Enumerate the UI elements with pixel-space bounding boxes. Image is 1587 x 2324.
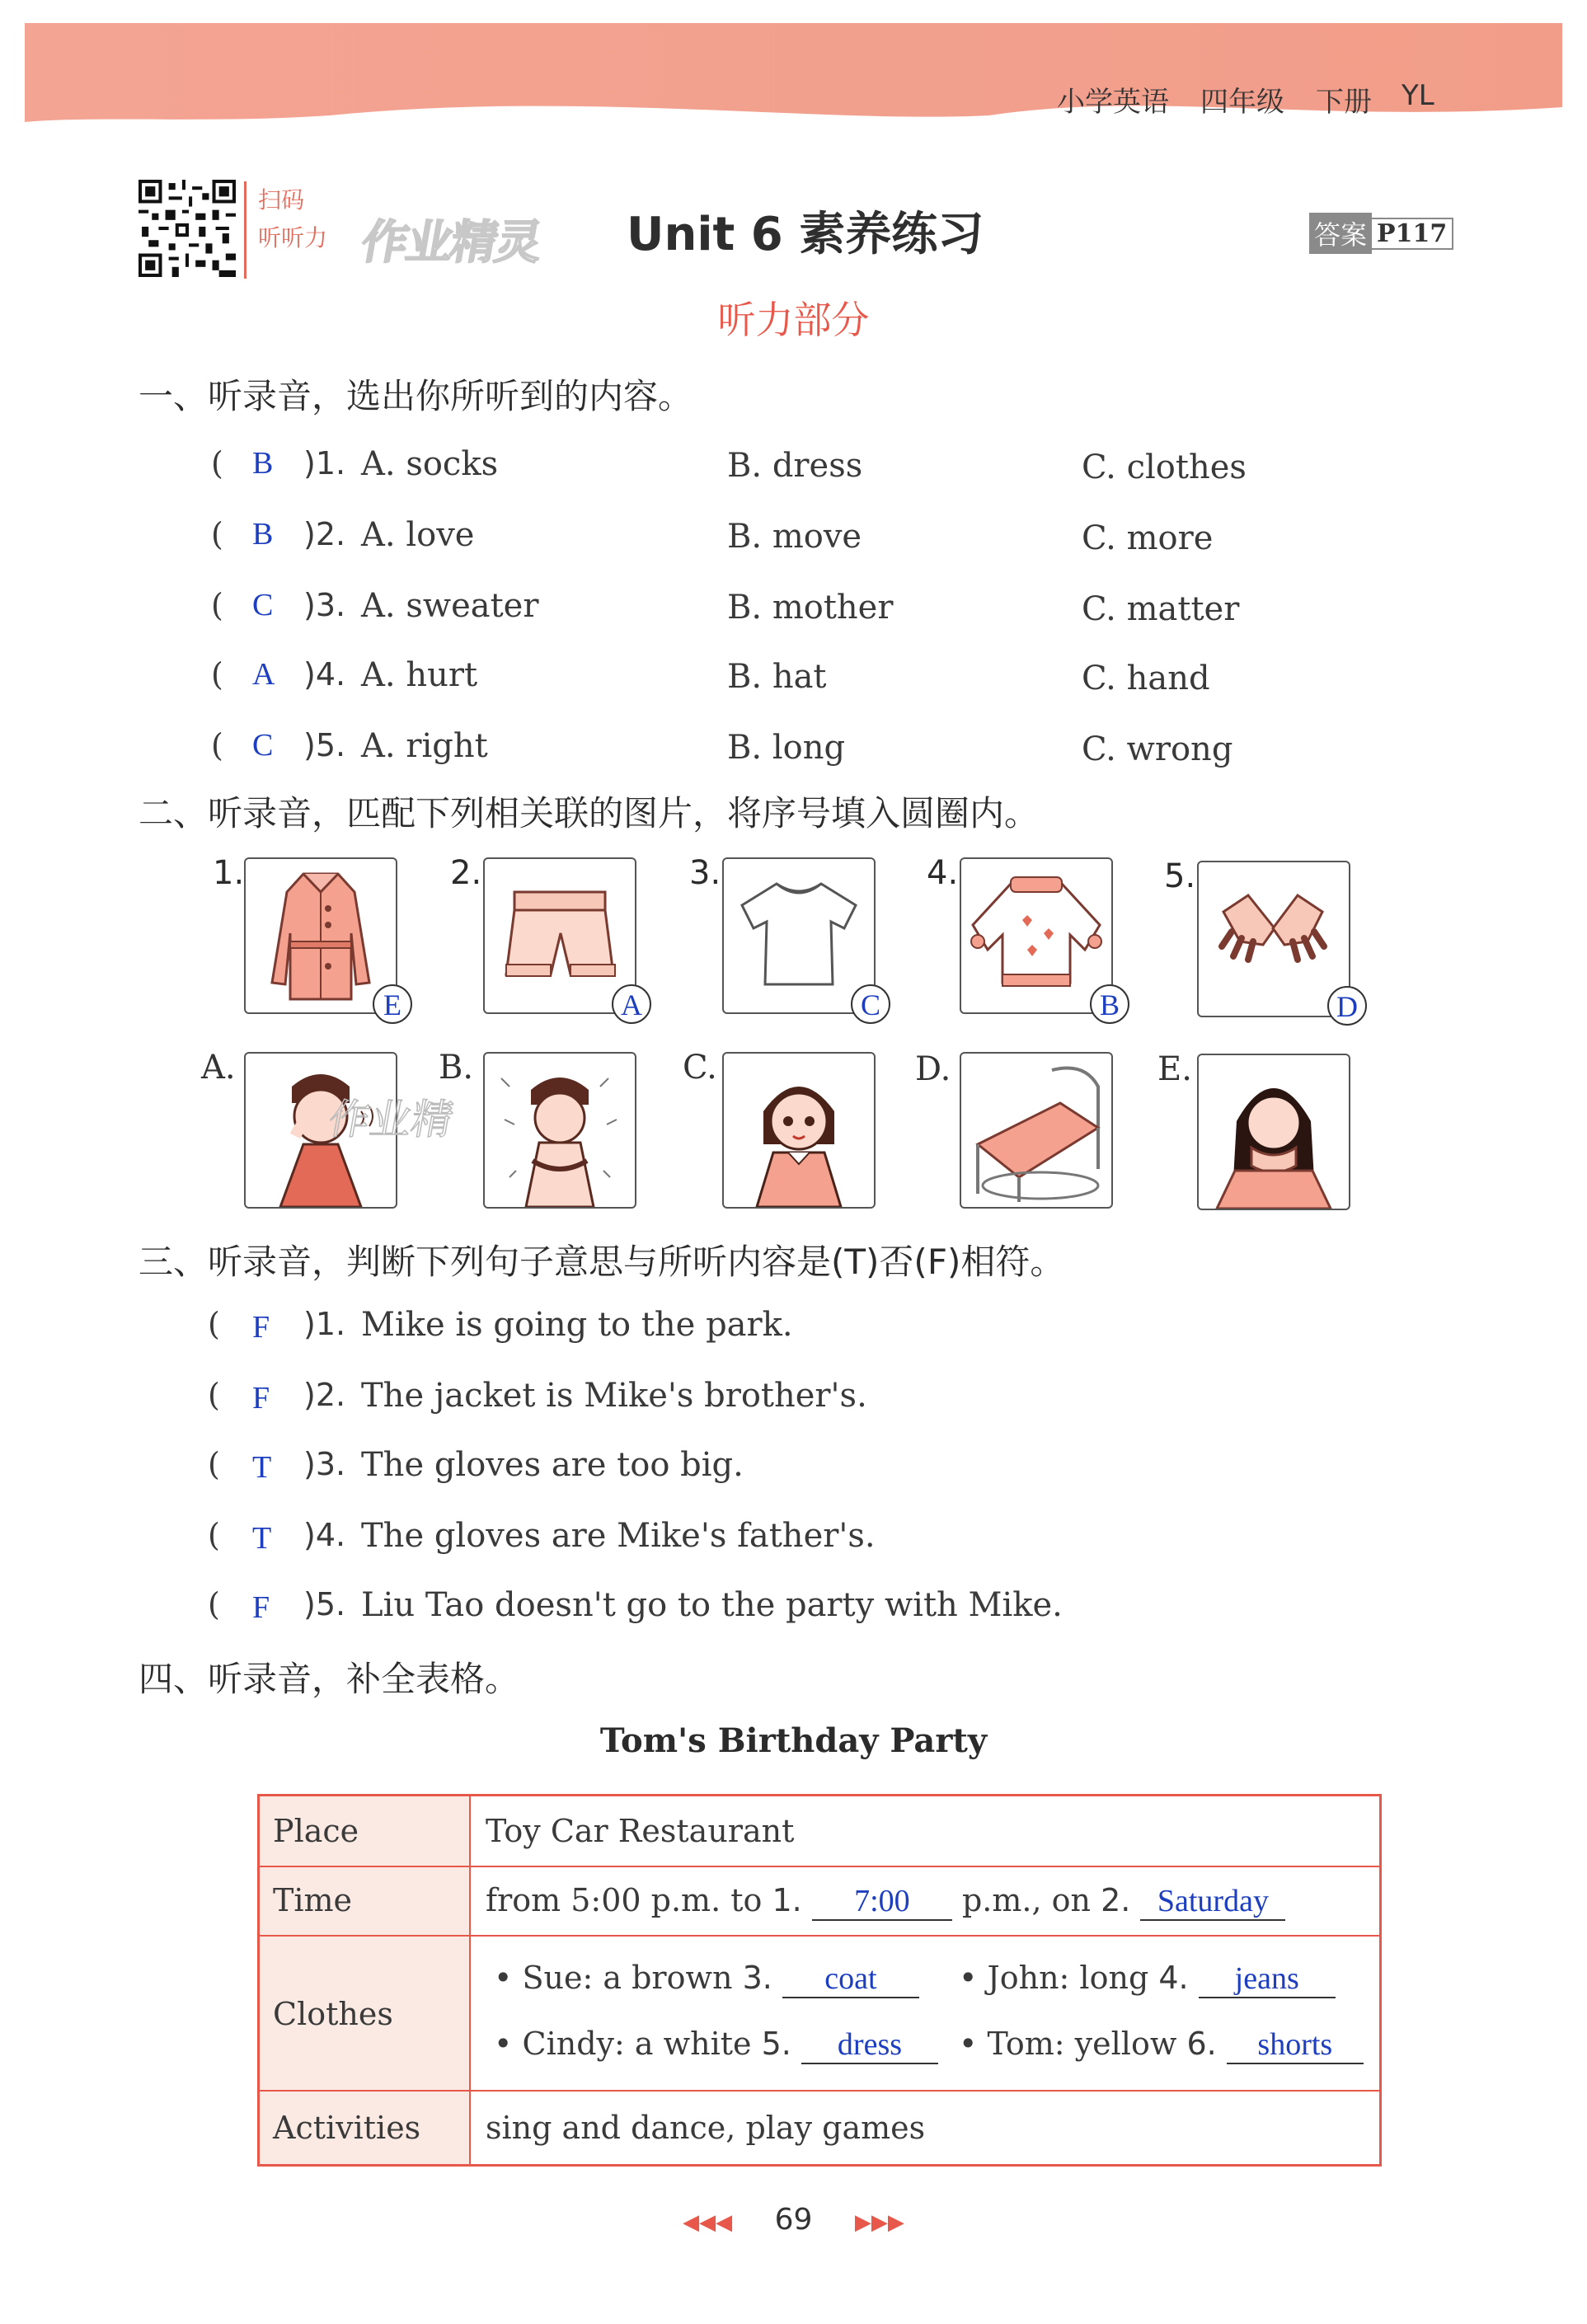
gloves-icon — [1199, 862, 1349, 1016]
unit-title: Unit 6 素养练习 — [627, 208, 984, 261]
paren-open: ( — [208, 1306, 220, 1342]
option-a: A. love — [361, 516, 475, 554]
option-c: C. more — [1082, 519, 1214, 557]
answer-blank[interactable]: T — [252, 1521, 272, 1556]
answer-tag-page: P117 — [1372, 218, 1453, 250]
pic-label-b: B. — [439, 1049, 474, 1087]
option-b: B. move — [727, 518, 862, 556]
cold-boy-icon — [485, 1054, 635, 1207]
time-middle: p.m., on — [961, 1882, 1091, 1918]
table-column-divider — [469, 1796, 471, 2164]
pic-number-2: 2. — [450, 854, 482, 892]
match-answer-circle-4[interactable]: B — [1090, 984, 1129, 1024]
question-number: )2. — [303, 516, 346, 552]
paren-open: ( — [208, 1517, 220, 1553]
table-row-divider — [260, 2090, 1379, 2092]
brand-watermark: 作业精灵 — [357, 216, 545, 270]
pic-number-4: 4. — [927, 854, 959, 892]
part1-heading: 一、听录音，选出你所听到的内容。 — [139, 376, 693, 416]
tom-text: • Tom: yellow — [959, 2026, 1177, 2062]
label-time: Time — [273, 1882, 353, 1918]
option-c: C. wrong — [1082, 730, 1233, 768]
clothes-answer-6[interactable]: shorts — [1227, 2026, 1364, 2064]
party-table — [257, 1794, 1382, 2167]
answer-blank[interactable]: C — [252, 588, 274, 622]
answer-blank[interactable]: F — [252, 1381, 270, 1416]
bed-icon — [961, 1054, 1111, 1207]
picture-watermark: 作业精 — [325, 1096, 458, 1143]
blank-number-3: 3. — [742, 1960, 772, 1996]
statement-text: Mike is going to the park. — [361, 1306, 793, 1344]
pic-label-d: D. — [915, 1050, 951, 1088]
picture-shorts — [483, 857, 636, 1014]
blank-number-6: 6. — [1186, 2026, 1217, 2062]
answer-blank[interactable]: F — [252, 1590, 270, 1625]
scan-label-line2: 听听力 — [258, 224, 328, 251]
part3-heading: 三、听录音，判断下列句子意思与所听内容是(T)否(F)相符。 — [139, 1242, 1065, 1282]
paren-open: ( — [208, 1586, 220, 1622]
picture-sweater — [960, 857, 1113, 1014]
part2-heading: 二、听录音，匹配下列相关联的图片，将序号填入圆圈内。 — [139, 793, 1040, 833]
paren-open: ( — [208, 1446, 220, 1482]
pic-number-5: 5. — [1164, 857, 1196, 895]
value-time — [486, 1882, 1285, 1921]
option-b: B. long — [727, 729, 846, 767]
question-number: )4. — [303, 1517, 346, 1553]
paren-open: ( — [211, 587, 223, 623]
answer-blank[interactable]: F — [252, 1310, 270, 1345]
header-edition: YL — [1402, 79, 1434, 112]
picture-woman-scarf — [1197, 1054, 1350, 1210]
header-grade: 四年级 — [1200, 86, 1284, 119]
clothes-tom — [959, 2026, 1364, 2064]
clothes-john — [959, 1960, 1336, 1998]
option-c: C. matter — [1082, 590, 1240, 628]
match-answer-circle-5[interactable]: D — [1327, 986, 1367, 1026]
clothes-answer-3[interactable]: coat — [782, 1960, 919, 1998]
answer-page-tag — [1309, 213, 1453, 254]
picture-gloves — [1197, 861, 1350, 1017]
pic-number-3: 3. — [689, 854, 721, 892]
blank-number-4: 4. — [1158, 1960, 1189, 1996]
time-answer-1[interactable]: 7:00 — [812, 1883, 952, 1921]
table-row-divider — [260, 1866, 1379, 1867]
page-number: 69 — [774, 2203, 813, 2237]
clothes-answer-5[interactable]: dress — [801, 2026, 938, 2064]
picture-coat — [244, 857, 397, 1014]
sue-text: • Sue: a brown — [494, 1960, 733, 1996]
answer-blank[interactable]: A — [252, 657, 275, 692]
paren-open: ( — [211, 516, 223, 552]
paren-open: ( — [208, 1377, 220, 1413]
statement-text: The gloves are Mike's father's. — [361, 1517, 876, 1555]
page-footer — [0, 2203, 1587, 2237]
clothes-cindy — [494, 2026, 938, 2064]
paren-open: ( — [211, 727, 223, 763]
answer-blank[interactable]: C — [252, 728, 274, 763]
shorts-icon — [485, 859, 635, 1012]
option-c: C. clothes — [1082, 448, 1247, 486]
question-number: )3. — [303, 587, 346, 623]
cindy-text: • Cindy: a white — [494, 2026, 752, 2062]
value-activities: sing and dance, play games — [486, 2110, 926, 2146]
label-place: Place — [273, 1813, 359, 1849]
label-activities: Activities — [273, 2110, 421, 2146]
next-arrows-icon: ▶▶▶ — [854, 2210, 904, 2235]
question-number: )4. — [303, 656, 346, 693]
match-answer-circle-3[interactable]: C — [851, 984, 890, 1024]
answer-blank[interactable]: T — [252, 1450, 272, 1485]
option-a: A. right — [361, 727, 488, 765]
qr-code-icon[interactable] — [139, 180, 236, 277]
question-number: )5. — [303, 1586, 346, 1622]
john-text: • John: long — [959, 1960, 1149, 1996]
time-answer-2[interactable]: Saturday — [1140, 1883, 1285, 1921]
time-prefix: from 5:00 p.m. to — [486, 1882, 763, 1918]
table-row-divider — [260, 1935, 1379, 1937]
option-a: A. socks — [361, 445, 499, 483]
clothes-answer-4[interactable]: jeans — [1199, 1960, 1336, 1998]
question-number: )1. — [303, 1306, 346, 1342]
clothes-sue — [494, 1960, 919, 1998]
scan-label-line1: 扫码 — [258, 186, 305, 214]
tshirt-icon — [724, 859, 874, 1012]
time-blank-number-2: 2. — [1101, 1882, 1131, 1918]
woman-scarf-icon — [1199, 1055, 1349, 1209]
table-title: Tom's Birthday Party — [599, 1721, 988, 1760]
sweater-icon — [961, 859, 1111, 1012]
answer-tag-label: 答案 — [1309, 213, 1372, 254]
picture-bed — [960, 1052, 1113, 1209]
scan-listen-label — [244, 181, 335, 279]
option-b: B. hat — [727, 658, 827, 696]
statement-text: The jacket is Mike's brother's. — [361, 1377, 867, 1415]
statement-text: The gloves are too big. — [361, 1446, 744, 1484]
time-blank-number-1: 1. — [772, 1882, 802, 1918]
option-a: A. sweater — [361, 587, 539, 625]
blank-number-5: 5. — [761, 2026, 791, 2062]
prev-arrows-icon: ◀◀◀ — [683, 2210, 733, 2235]
option-a: A. hurt — [361, 656, 478, 694]
girl-dress-icon — [724, 1054, 874, 1207]
option-b: B. mother — [727, 589, 894, 627]
picture-cold-boy — [483, 1052, 636, 1209]
question-number: )2. — [303, 1377, 346, 1413]
pic-number-1: 1. — [213, 854, 245, 892]
answer-blank[interactable]: B — [252, 517, 274, 552]
section-title: 听力部分 — [717, 298, 870, 342]
question-number: )3. — [303, 1446, 346, 1482]
pic-label-c: C. — [683, 1049, 717, 1087]
match-answer-circle-1[interactable]: E — [373, 984, 412, 1024]
coat-icon — [246, 859, 396, 1012]
pic-label-e: E. — [1157, 1050, 1192, 1088]
picture-tshirt — [722, 857, 876, 1014]
answer-blank[interactable]: B — [252, 446, 274, 481]
question-number: )1. — [303, 445, 346, 481]
paren-open: ( — [211, 445, 223, 481]
option-c: C. hand — [1082, 660, 1210, 697]
header-subject: 小学英语 — [1057, 86, 1169, 119]
label-clothes: Clothes — [273, 1996, 393, 2032]
paren-open: ( — [211, 656, 223, 693]
option-b: B. dress — [727, 447, 863, 485]
match-answer-circle-2[interactable]: A — [612, 984, 651, 1024]
picture-girl-dress — [722, 1052, 876, 1209]
statement-text: Liu Tao doesn't go to the party with Mike. — [361, 1586, 1063, 1624]
header-volume: 下册 — [1316, 86, 1372, 119]
value-place: Toy Car Restaurant — [486, 1813, 795, 1849]
question-number: )5. — [303, 727, 346, 763]
pic-label-a: A. — [201, 1049, 236, 1087]
part4-heading: 四、听录音，补全表格。 — [139, 1659, 520, 1699]
